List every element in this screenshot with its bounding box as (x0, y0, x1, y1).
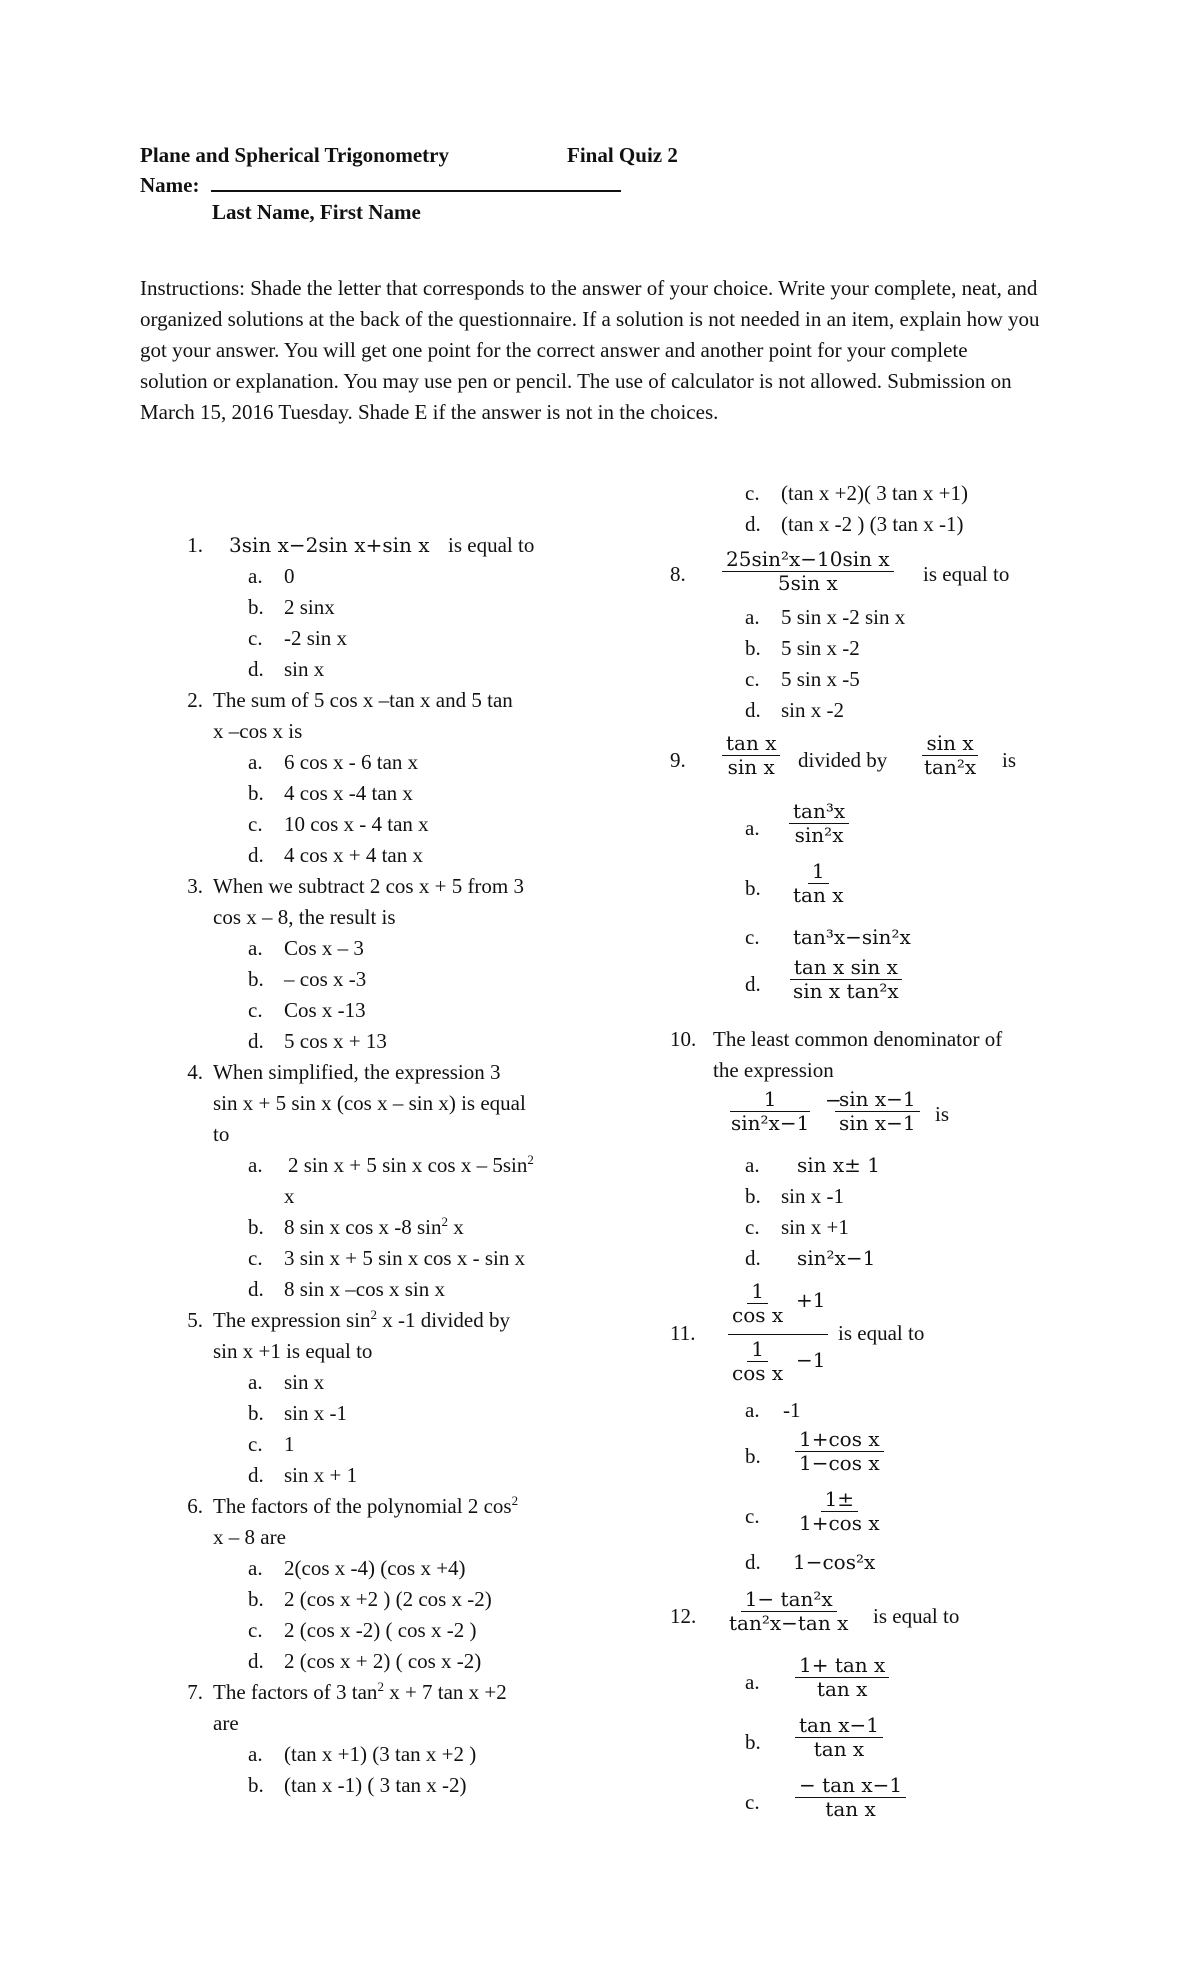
name-blank (211, 172, 621, 192)
q11-top-fraction: $\frac{1}{\text{cos x}}$ (732, 1279, 784, 1327)
question-7-line2: are (213, 1711, 239, 1735)
q9-choice-c: tan³x−sin²x (793, 925, 911, 949)
course-title: Plane and Spherical Trigonometry (140, 143, 449, 167)
question-4-line3: to (213, 1122, 230, 1146)
question-4-line2: sin x + 5 sin x (cos x – sin x) is equal (213, 1091, 526, 1115)
instructions: Instructions: Shade the letter that corresponds to the answer of your choice. Write your complete, neat, and organized solutions at the back of the questionnaire. If a solution is not needed in an item, explain how you got your answer. You will get one point for the correct answer and another point for your complete solution or explanation. You may use pen or pencil. The use of calculator is not allowed. Submission on March 15, 2016 Tuesday. Shade E if the answer is not in the choices. (140, 276, 1040, 424)
q11-main-bar (728, 1334, 828, 1335)
question-2-line2: x –cos x is (213, 719, 303, 743)
question-11: 11. $\frac{1}{\text{cos x}}$ +1 $\frac{1}{\text{cos x}}$ −1 is equal to (670, 1280, 1090, 1390)
q9-choice-b: $\frac{1}{\text{tan x}}$ (793, 859, 844, 907)
q12-choices: a. $\frac{\text{1+ tan x}}{\text{tan x}}$ b. $\frac{\text{tan x−1}}{\text{tan x}}$ c. $\frac{\text{− tan x−1}}{\text{tan x}}$ (745, 1654, 1045, 1840)
q11-choices: a. -1 b. $\frac{\text{1+cos x}}{\text{1−cos x}}$ c. $\frac{1\pm}{\text{1+cos x}}$ d. 1−cos²x (745, 1398, 1045, 1598)
name-label: Name: (140, 173, 200, 197)
q12-fraction: $\frac{\text{1− tan²x}}{\text{tan²x−tan x}}$ (729, 1587, 849, 1635)
q10-fraction-2: $\frac{\text{sin x−1}}{\text{sin x−1}}$ (835, 1088, 920, 1135)
q12-choice-c: $\frac{\text{− tan x−1}}{\text{tan x}}$ (795, 1774, 906, 1821)
q11-bottom-fraction: $\frac{1}{\text{cos x}}$ (732, 1337, 784, 1385)
name-row (140, 172, 621, 198)
q12-choice-a: $\frac{\text{1+ tan x}}{\text{tan x}}$ (795, 1654, 889, 1701)
q11-choice-b: $\frac{\text{1+cos x}}{\text{1−cos x}}$ (795, 1428, 884, 1475)
q12-choice-b: $\frac{\text{tan x−1}}{\text{tan x}}$ (795, 1714, 883, 1761)
q11-compound-fraction: $\frac{1}{\text{cos x}}$ +1 $\frac{1}{\text{cos x}}$ −1 (728, 1280, 838, 1390)
question-5-line2: sin x +1 is equal to (213, 1339, 373, 1363)
q9-choice-a: $\frac{\text{tan³x}}{\text{sin²x}}$ (789, 800, 849, 847)
question-12: 12. $\frac{\text{1− tan²x}}{\text{tan²x−tan x}}$ is equal to (670, 1587, 960, 1635)
q9-choice-d: $\frac{\text{tan x sin x}}{\text{sin x tan²x}}$ (789, 956, 903, 1003)
question-9: 9. $\frac{\text{tan x}}{\text{sin x}}$ divided by $\frac{\text{sin x}}{\text{tan²x}}$ is (670, 731, 1017, 779)
q10-fraction-1: $\frac{1}{\text{sin²x−1}}$ (731, 1087, 810, 1135)
question-8: 8. $\frac{\text{25sin²x−10sin x}}{\text{5sin x}}$ is equal to (670, 547, 1010, 595)
q9-fraction-2: $\frac{\text{sin x}}{\text{tan²x}}$ (924, 731, 977, 779)
name-hint: Last Name, First Name (212, 200, 421, 224)
q9-choices: a. $\frac{\text{tan³x}}{\text{sin²x}}$ b. $\frac{1}{\text{tan x}}$ c. tan³x−sin²x d. $\frac{\text{tan x sin x}}{\text{sin x tan²x}}$ (745, 799, 911, 1003)
q11-choice-d: 1−cos²x (793, 1550, 876, 1574)
question-6-line2: x – 8 are (213, 1525, 286, 1549)
question-3-line2: cos x – 8, the result is (213, 905, 396, 929)
q9-fraction-1: $\frac{\text{tan x}}{\text{sin x}}$ (722, 732, 780, 779)
q8-fraction: $\frac{\text{25sin²x−10sin x}}{\text{5sin x}}$ (722, 548, 894, 595)
q11-choice-c: $\frac{1\pm}{\text{1+cos x}}$ (799, 1487, 880, 1535)
quiz-title: Final Quiz 2 (567, 143, 678, 167)
question-10-line2: the expression (713, 1058, 834, 1082)
question-10-expression: $\frac{1}{\text{sin²x−1}}$ − $\frac{\text{sin x−1}}{\text{sin x−1}}$ is (727, 1088, 1087, 1148)
